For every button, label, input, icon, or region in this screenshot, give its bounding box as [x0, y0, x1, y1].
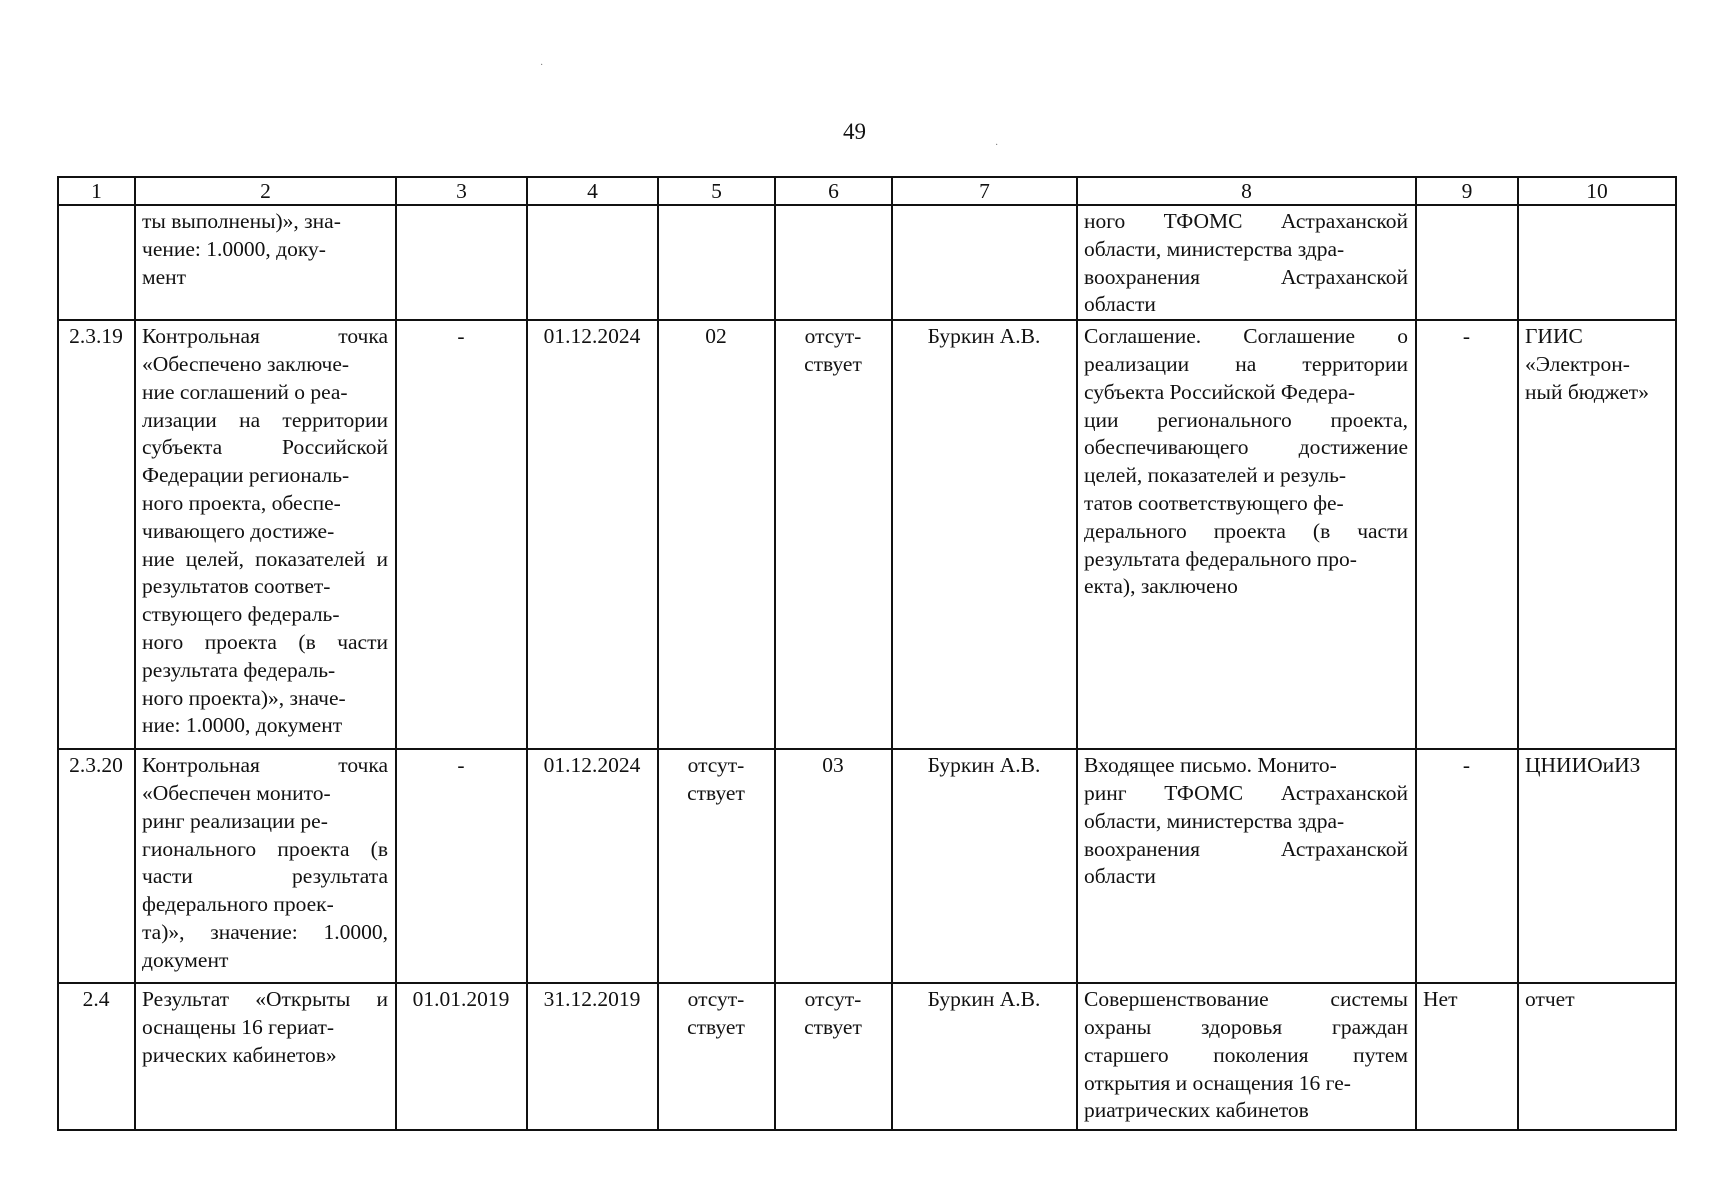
column-header: 6 — [775, 177, 892, 205]
table-row — [58, 320, 1676, 749]
column-header: 3 — [396, 177, 527, 205]
table-row-continuation — [58, 205, 1676, 320]
cell-col10: отчет — [1518, 983, 1676, 1130]
column-header: 2 — [135, 177, 396, 205]
cell-responsible — [892, 205, 1077, 320]
cell-col10: ЦНИИОиИЗ — [1518, 749, 1676, 983]
cell-description: Входящее письмо. Монито- ринг ТФОМС Астраханской области, министерства здра- воохранения Астраханской области — [1077, 749, 1416, 983]
cell-responsible: Буркин А.В. — [892, 983, 1077, 1130]
cell-start-date: 01.01.2019 — [396, 983, 527, 1130]
cell-col5: 02 — [658, 320, 775, 749]
cell-col6 — [775, 205, 892, 320]
cell-description: Соглашение. Соглашение о реализации на территории субъекта Российской Федера- ции регионального проекта, обеспечивающего достижение целей, показателей и резуль- татов соответствующего фе- дерального проекта (в части результата федерального про- екта), заключено — [1077, 320, 1416, 749]
cell-start-date: - — [396, 320, 527, 749]
cell-number: 2.3.19 — [58, 320, 135, 749]
cell-name: Результат «Открыты и оснащены 16 гериат- рических кабинетов» — [135, 983, 396, 1130]
cell-col5: отсут- ствует — [658, 749, 775, 983]
scan-speck: · — [995, 140, 999, 151]
cell-start-date: - — [396, 749, 527, 983]
scan-speck: · — [540, 60, 544, 71]
cell-end-date — [527, 205, 658, 320]
page-number: 49 — [843, 119, 866, 144]
column-header: 1 — [58, 177, 135, 205]
cell-end-date: 01.12.2024 — [527, 320, 658, 749]
cell-responsible: Буркин А.В. — [892, 749, 1077, 983]
cell-col9: Нет — [1416, 983, 1518, 1130]
cell-col5: отсут- ствует — [658, 983, 775, 1130]
cell-col9: - — [1416, 320, 1518, 749]
column-header: 4 — [527, 177, 658, 205]
column-numbers-row — [58, 177, 1676, 205]
cell-col10 — [1518, 205, 1676, 320]
cell-end-date: 01.12.2024 — [527, 749, 658, 983]
cell-start-date — [396, 205, 527, 320]
column-header: 7 — [892, 177, 1077, 205]
cell-col9 — [1416, 205, 1518, 320]
cell-responsible: Буркин А.В. — [892, 320, 1077, 749]
cell-name: Контрольная точка «Обеспечен монито- ринг реализации ре- гионального проекта (в части результата федерального проек- та)», значение: 1.0000, документ — [135, 749, 396, 983]
cell-col9: - — [1416, 749, 1518, 983]
cell-col10: ГИИС «Электрон- ный бюджет» — [1518, 320, 1676, 749]
table-row — [58, 749, 1676, 983]
plan-table — [57, 176, 1677, 1131]
cell-col6: отсут- ствует — [775, 983, 892, 1130]
cell-name: ты выполнены)», зна- чение: 1.0000, доку- мент — [135, 205, 396, 320]
cell-number: 2.3.20 — [58, 749, 135, 983]
column-header: 10 — [1518, 177, 1676, 205]
cell-description: Совершенствование системы охраны здоровья граждан старшего поколения путем открытия и оснащения 16 ге- риатрических кабинетов — [1077, 983, 1416, 1130]
cell-description: ного ТФОМС Астраханской области, министерства здра- воохранения Астраханской области — [1077, 205, 1416, 320]
cell-name: Контрольная точка «Обеспечено заключе- ние соглашений о реа- лизации на территории субъекта Российской Федерации региональ- ного проекта, обеспе- чивающего достиже- ние целей, показателей и результатов соответ- ствующего федераль- ного проекта (в части результата федераль- ного проекта)», значе- ние: 1.0000, документ — [135, 320, 396, 749]
column-header: 8 — [1077, 177, 1416, 205]
cell-col6: отсут- ствует — [775, 320, 892, 749]
cell-number: 2.4 — [58, 983, 135, 1130]
column-header: 5 — [658, 177, 775, 205]
cell-col5 — [658, 205, 775, 320]
table-row — [58, 983, 1676, 1130]
cell-col6: 03 — [775, 749, 892, 983]
column-header: 9 — [1416, 177, 1518, 205]
cell-end-date: 31.12.2019 — [527, 983, 658, 1130]
cell-number — [58, 205, 135, 320]
